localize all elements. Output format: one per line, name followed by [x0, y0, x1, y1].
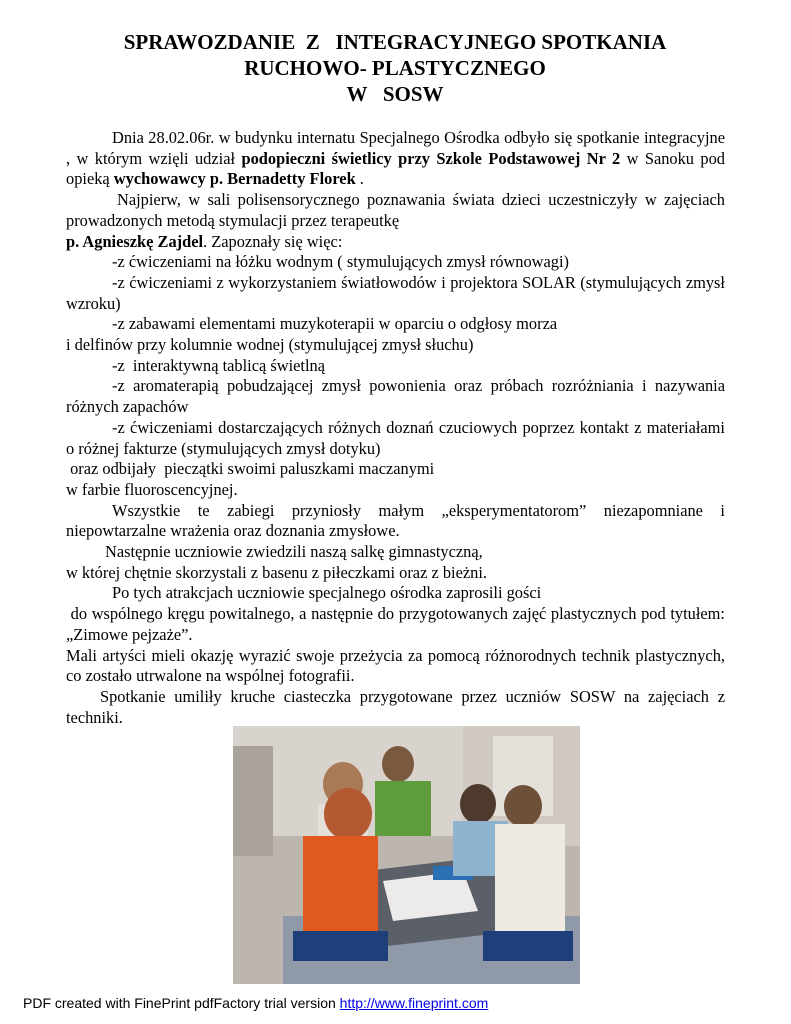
list-item: -z ćwiczeniami z wykorzystaniem światłowodów i projektora SOLAR (stymulujących zmysł wzroku) — [66, 272, 725, 313]
list-item: -z interaktywną tablicą świetlną — [112, 355, 325, 375]
footer-text: PDF created with FinePrint pdfFactory trial version — [23, 995, 340, 1011]
intro-guests-bold: podopieczni świetlicy przy Szkole Podstawowej Nr 2 — [241, 148, 621, 168]
list-item: -z zabawami elementami muzykoterapii w oparciu o odgłosy morza — [112, 314, 558, 334]
title-line-1: SPRAWOZDANIE Z INTEGRACYJNEGO SPOTKANIA — [123, 30, 667, 54]
paragraph-invitation: Po tych atrakcjach uczniowie specjalnego ośrodka zaprosili gości — [112, 583, 542, 603]
pdf-footer — [23, 995, 488, 1011]
list-item-continued: w farbie fluoroscencyjnej. — [66, 479, 238, 499]
paragraph-therapist — [66, 232, 725, 253]
document-title — [60, 29, 730, 107]
paragraph-cookies: Spotkanie umiliły kruche ciasteczka przygotowane przez uczniów SOSW na zajęciach z techniki. — [66, 686, 725, 727]
list-item: -z ćwiczeniami dostarczających różnych doznań czuciowych poprzez kontakt z materiałami o różnej fakturze (stymulujących zmysł dotyku) — [66, 417, 725, 458]
paragraph-gym-continued: w której chętnie skorzystali z basenu z piłeczkami oraz z bieżni. — [66, 562, 487, 582]
list-item: -z aromaterapią pobudzającej zmysł powonienia oraz próbach rozróżniania i nazywania różnych zapachów — [66, 376, 725, 417]
paragraph-intro — [66, 128, 725, 190]
paragraph-gym: Następnie uczniowie zwiedzili naszą salkę gimnastyczną, — [105, 542, 483, 562]
intro-text: Dnia 28.02.06r. w budynku internatu Specjalnego Ośrodka odbyło się spotkanie integracyjne , w którym wzięli udział — [66, 128, 725, 168]
therapist-text: . Zapoznały się więc: — [203, 231, 343, 251]
list-item: -z ćwiczeniami na łóżku wodnym ( stymulujących zmysł równowagi) — [112, 252, 569, 272]
title-line-2: RUCHOWO- PLASTYCZNEGO — [244, 56, 546, 80]
list-item-continued: oraz odbijały pieczątki swoimi paluszkami maczanymi — [66, 459, 435, 479]
intro-text-2: w Sanoku pod opieką — [66, 148, 726, 189]
intro-teacher-bold: wychowawcy p. Bernadetty Florek — [113, 169, 356, 189]
title-line-3: W SOSW — [346, 82, 444, 106]
list-item-continued: i delfinów przy kolumnie wodnej (stymulującej zmysł słuchu) — [66, 335, 474, 355]
group-photo — [233, 726, 580, 984]
paragraph-invitation-continued: do wspólnego kręgu powitalnego, a następnie do przygotowanych zajęć plastycznych pod tytułem: „Zimowe pejzaże”. — [66, 604, 730, 644]
intro-text-3: . — [355, 169, 364, 189]
therapist-name-bold: p. Agnieszkę Zajdel — [66, 231, 204, 251]
paragraph-impressions: Wszystkie te zabiegi przyniosły małym „eksperymentatorom” niezapomniane i niepowtarzalne wrażenia oraz doznania zmysłowe. — [66, 500, 725, 541]
paragraph-artists: Mali artyści mieli okazję wyrazić swoje przeżycia za pomocą różnorodnych technik plastycznych, co zostało utrwalone na wspólnej fotografii. — [66, 645, 725, 686]
report-body — [66, 128, 730, 728]
fineprint-link[interactable]: http://www.fineprint.com — [339, 995, 489, 1011]
paragraph-first: Najpierw, w sali polisensorycznego poznawania świata dzieci uczestniczyły w zajęciach prowadzonych metodą stymulacji przez terapeutkę — [66, 190, 725, 230]
children-at-table-illustration — [233, 726, 580, 984]
